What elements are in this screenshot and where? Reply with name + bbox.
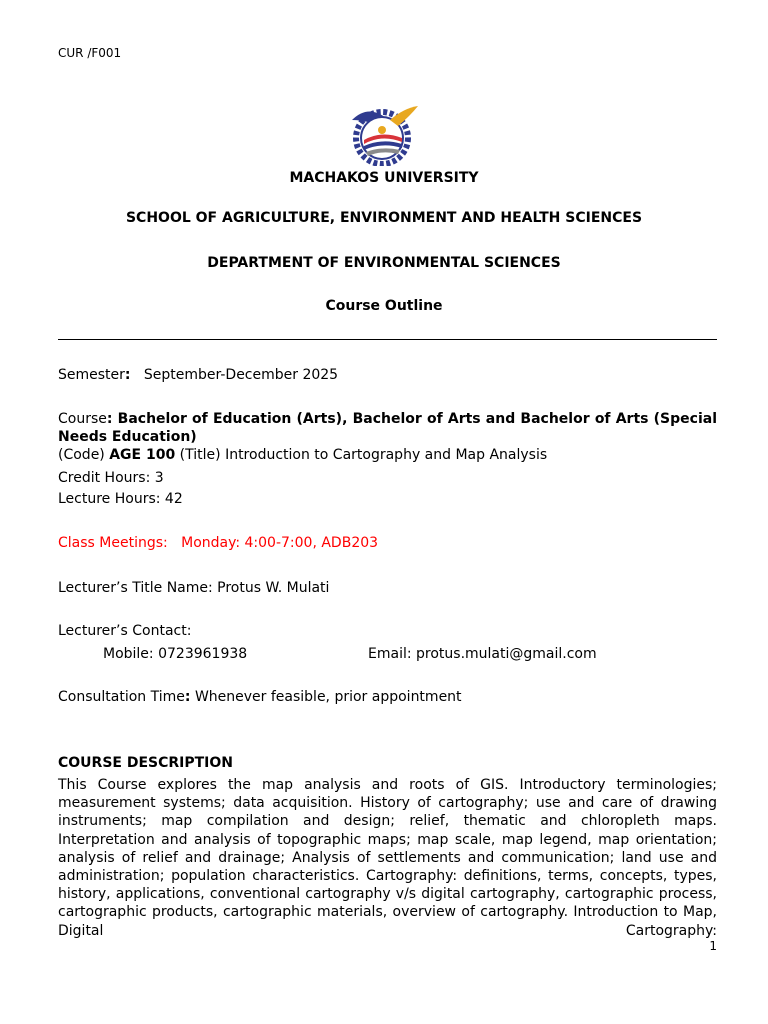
semester-line: [58, 367, 338, 383]
class-meetings: [58, 535, 378, 551]
course-description-heading: COURSE DESCRIPTION: [58, 755, 234, 771]
consultation-colon: :: [184, 689, 191, 705]
divider: [58, 339, 717, 340]
lecturer-contact-label: Lecturer’s Contact:: [58, 623, 192, 639]
class-meetings-value: Monday: 4:00-7:00, ADB203: [181, 535, 379, 551]
form-code: CUR /F001: [58, 46, 122, 60]
mobile-number: Mobile: 0723961938: [103, 646, 248, 662]
email-address: Email: protus.mulati@gmail.com: [368, 646, 597, 662]
course-code: AGE 100: [109, 447, 176, 463]
school-name: SCHOOL OF AGRICULTURE, ENVIRONMENT AND HEALTH SCIENCES: [125, 210, 643, 226]
semester-label: Semester: [58, 367, 125, 383]
code-label: (Code): [58, 447, 105, 463]
lecturer-name: Lecturer’s Title Name: Protus W. Mulati: [58, 580, 330, 596]
consultation-time: [58, 689, 462, 705]
consultation-label: Consultation Time: [58, 689, 185, 705]
page-number: 1: [709, 939, 717, 953]
course-description-text: This Course explores the map analysis and roots of GIS. Introductory terminologies; measurement systems; data acquisition. History of cartography; use and care of drawing instruments; map compilation and design; relief, thematic and chloropleth maps. Interpretation and analysis of topographic maps; map scale, map legend, map orientation; analysis of relief and drainage; Analysis of settlements and communication; land use and administration; population characteristics. Cartography: definitions, terms, concepts, types, history, applications, conventional cartography v/s digital cartography, cartographic process, cartographic products, cartographic materials, overview of cartography. Introduction to Map, Digital Cartography:: [58, 777, 717, 939]
credit-hours: Credit Hours: 3: [58, 470, 164, 486]
document-title: Course Outline: [325, 298, 443, 314]
title-label: (Title): [179, 447, 221, 463]
university-name: MACHAKOS UNIVERSITY: [289, 170, 479, 186]
course-line: [58, 410, 717, 446]
course-value: : Bachelor of Education (Arts), Bachelor of Arts and Bachelor of Arts (Special Needs Education): [58, 411, 717, 445]
code-title-line: [58, 447, 547, 463]
lecture-hours: Lecture Hours: 42: [58, 491, 183, 507]
consultation-value: Whenever feasible, prior appointment: [194, 689, 462, 705]
course-label: Course: [58, 411, 107, 427]
course-title: Introduction to Cartography and Map Analysis: [225, 447, 548, 463]
class-meetings-label: Class Meetings:: [58, 535, 168, 551]
semester-value: September-December 2025: [143, 367, 339, 383]
department-name: DEPARTMENT OF ENVIRONMENTAL SCIENCES: [207, 255, 561, 271]
university-crest-icon: [346, 104, 426, 166]
semester-colon: :: [124, 367, 131, 383]
